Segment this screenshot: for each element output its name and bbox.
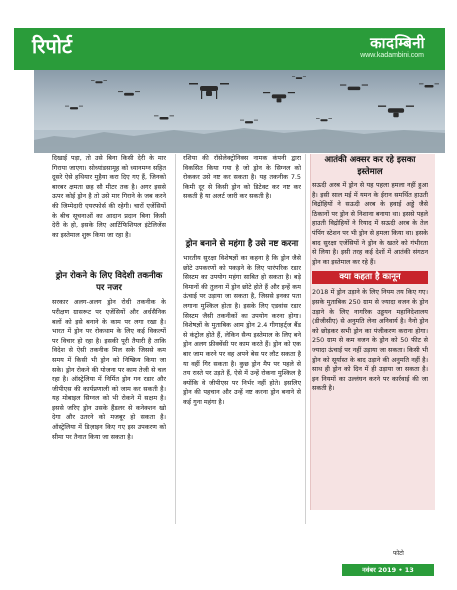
column-divider: [305, 154, 306, 524]
body-paragraph: सरकार अलग-अलग ड्रोन रोधी तकनीक के परीक्षण ग्रासरूट पर एजेंसियों और अर्धसैनिक बलों को इसे बनाने के काम पर लगा रखा है। भारत में ड्रोन पर रोकथाम के लिए कई विकल्पों पर विचार हो रहा है। इसकी पूरी तैयारी है ताकि विदेश से ऐसी तकनीक मिल सके जिससे कम समय में किसी भी ड्रोन को निष्क्रिय किया जा सके। ड्रोन रोकने की योजना पर काम तेजी से चल रहा है। ऑस्ट्रेलिया में निर्मित ड्रोन गन रडार और जीपीएस की कार्यप्रणाली को जाम कर सकती है। यह मोबाइल सिग्नल को भी रोकने में सक्षम है। इससे जरिए ड्रोन उसके हैंडलर से कनेक्शन खो देगा और उतरने को मजबूर हो सकता है। ऑस्ट्रेलिया में डिज़ाइन किए गए इस उपकरण को सीमा पर तैनात किया जा सकता है।: [52, 298, 166, 441]
website-url: www.kadambini.com: [360, 52, 424, 59]
photo-credit: फोटो: [393, 550, 404, 557]
magazine-logo: कादम्बिनी: [370, 34, 425, 52]
column-2: [183, 154, 301, 407]
issue-and-page: नवंबर 2019 • 13: [362, 566, 414, 574]
body-paragraph: रशिया की रॉसेलेक्ट्रोनिक्स नामक कंपनी द्वारा विकसित किया गया है जो ड्रोन के सिग्नल को रोककर उसे नष्ट कर सकता है। यह तकनीक 7.5 किमी दूर से किसी ड्रोन को डिटेक्ट कर नष्ट कर सकती है या अलर्ट जारी कर सकती है।: [183, 154, 301, 201]
subheading-foreign-tech: ड्रोन रोकने के लिए विदेशी तकनीक पर नजर: [55, 271, 163, 294]
body-paragraph: दिखाई पड़ा, तो उसे बिना किसी देरी के मार गिराया जाएगा। सोध्यांडसामूह को ध्यानमग्न सहित दूसरे ऐसे हथियार मुहैया करा दिए गए हैं, जिनको बारबर क्षमता छह सौ मीटर तक है। अगर इससे ऊपर कोई ड्रोन है तो उसे मार गिराने के जब करने की जिम्मेदारी एयरफोर्स की रहेगी। चारों एजेंसियों के बीच सूचनाओं का आदान प्रदान बिना किसी देरी के हो, इसके लिए आर्टिफिशियल इंटेलिजेंस का इस्तेमाल शुरू किया जा रहा है।: [52, 154, 166, 239]
drones-illustration: [34, 70, 445, 153]
footer-bar: [342, 564, 434, 576]
law-tag: क्या कहता है कानून: [312, 271, 428, 284]
column-3: [312, 154, 428, 394]
body-paragraph: भारतीय सुरक्षा विशेषज्ञों का कहना है कि ड्रोन जैसे छोटे उपकरणों को पकड़ने के लिए पारंपरिक रडार सिस्टम का उपयोग महंगा साबित हो सकता है। बड़े विमानों की तुलना में ड्रोन छोटे होते हैं और इन्हें कम ऊंचाई पर उड़ाया जा सकता है, जिससे इनका पता लगाना मुश्किल होता है। इसके लिए एडवांस रडार सिस्टम जैसी तकनीकों का उपयोग करना होगा। विशेषज्ञों के मुताबिक आम ड्रोन 2.4 गीगाहर्ट्ज बैंड से कंट्रोल होते हैं, लेकिन सैन्य इस्तेमाल के लिए बने ड्रोन अलग फ्रीक्वेंसी पर काम करते हैं। ड्रोन को एक बार जाम करने पर वह अपने बेस पर लौट सकता है या वहीं गिर सकता है। कुछ ड्रोन मैप पर पहले से तय रास्ते पर उड़ते हैं, ऐसे में उन्हें रोकना मुश्किल है क्योंकि वे जीपीएस पर निर्भर नहीं होते। इसलिए ड्रोन की पहचान और उन्हें नष्ट करना ड्रोन बनाने से कई गुना महंगा है।: [183, 253, 301, 406]
body-paragraph: सऊदी अरब में ड्रोन से यह पहला हमला नहीं हुआ है। इसी साल मई में यमन के ईरान समर्थित हाउती विद्रोहियों ने सऊदी अरब के हवाई अड्डे जैसे ठिकानों पर ड्रोन से निशाना बनाया था। इससे पहले हाउती विद्रोहियों ने रियाद में सऊदी अरब के तेल पंपिंग स्टेशन पर भी ड्रोन से हमला किया था। इसके बाद सुरक्षा एजेंसियों ने ड्रोन के खतरे को गंभीरता से लिया है। इसी तरह कई देशों में आतंकी संगठन ड्रोन का इस्तेमाल कर रहे हैं।: [312, 181, 428, 266]
hero-image-drones: [34, 70, 445, 153]
column-divider: [175, 154, 176, 524]
column-1: [52, 154, 166, 442]
section-header-bar: [14, 28, 445, 70]
body-paragraph: 2018 में ड्रोन उड़ाने के लिए नियम तय किए गए। इसके मुताबिक 250 ग्राम से ज्यादा वजन के ड्रोन उड़ाने के लिए नागरिक उड्डयन महानिदेशालय (डीजीसीए) से अनुमति लेना अनिवार्य है। नैनो ड्रोन को छोड़कर सभी ड्रोन का पंजीकरण कराना होगा। 250 ग्राम से कम वजन के ड्रोन को 50 फीट से ज्यादा ऊंचाई पर नहीं उड़ाया जा सकता। किसी भी ड्रोन को सूर्यास्त के बाद उड़ाने की अनुमति नहीं है। साथ ही ड्रोन को दिन में ही उड़ाया जा सकता है। इन नियमों का उल्लंघन करने पर कार्रवाई की जा सकती है।: [312, 288, 428, 393]
subheading-costly-destruction: ड्रोन बनाने से महंगा है उसे नष्ट करना: [185, 238, 299, 249]
subheading-terrorists: आतंकी अक्सर कर रहे इसका इस्तेमाल: [324, 155, 416, 177]
section-title: रिपोर्ट: [32, 34, 72, 58]
